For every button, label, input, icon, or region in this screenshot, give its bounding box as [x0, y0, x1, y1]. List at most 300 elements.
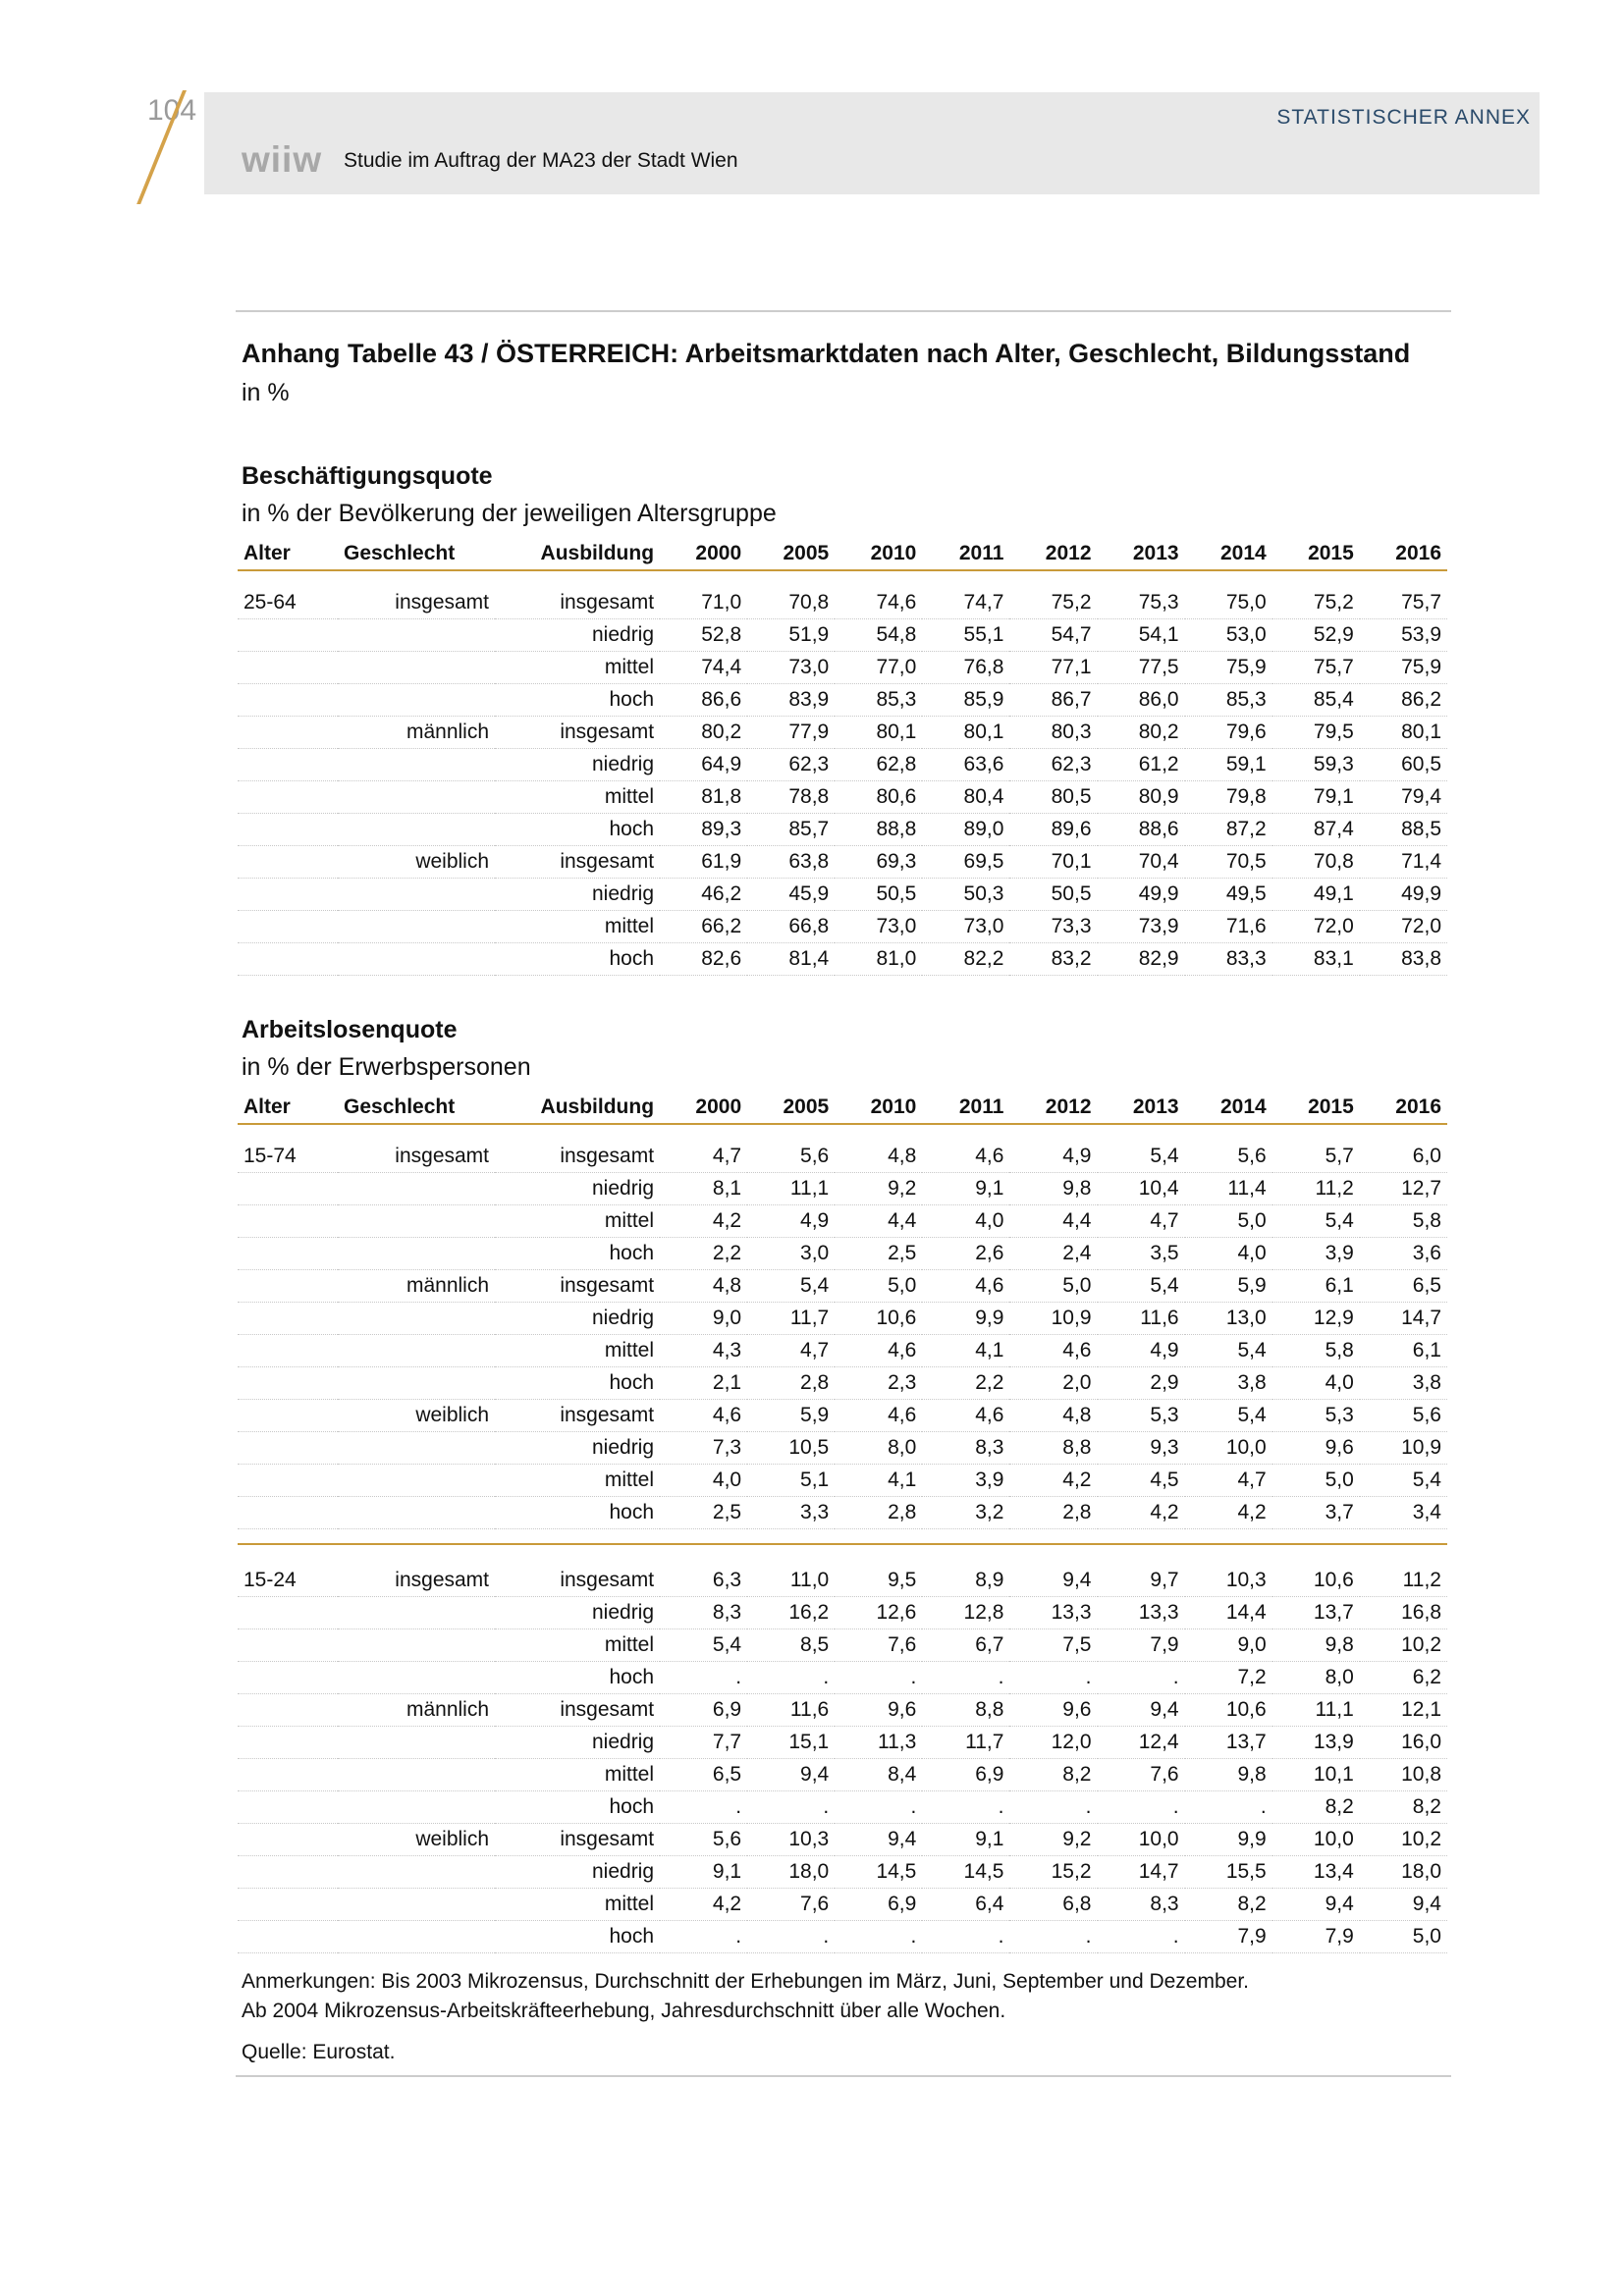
header-geschlecht: Geschlecht: [338, 1092, 495, 1124]
cell-value: 2,1: [660, 1367, 747, 1400]
cell-geschlecht: [338, 1238, 495, 1270]
cell-value: 50,5: [1009, 879, 1097, 911]
cell-value: 12,7: [1360, 1173, 1447, 1205]
cell-geschlecht: [338, 1432, 495, 1465]
cell-alter: [238, 1367, 338, 1400]
cell-value: 8,2: [1185, 1889, 1272, 1921]
cell-value: 3,7: [1272, 1497, 1360, 1529]
cell-geschlecht: [338, 1856, 495, 1889]
cell-value: 4,0: [1272, 1367, 1360, 1400]
cell-geschlecht: [338, 781, 495, 814]
cell-value: 79,4: [1360, 781, 1447, 814]
cell-alter: [238, 911, 338, 943]
table-row: [238, 1824, 1447, 1856]
cell-value: 77,9: [747, 717, 835, 749]
cell-value: 61,2: [1098, 749, 1185, 781]
cell-value: 11,0: [747, 1565, 835, 1597]
cell-value: 13,3: [1098, 1597, 1185, 1629]
table-row: [238, 1173, 1447, 1205]
cell-value: 15,1: [747, 1727, 835, 1759]
cell-ausbildung: mittel: [495, 911, 660, 943]
cell-value: 4,5: [1098, 1465, 1185, 1497]
cell-value: 8,2: [1360, 1791, 1447, 1824]
cell-value: .: [1098, 1921, 1185, 1953]
cell-value: 64,9: [660, 749, 747, 781]
cell-value: 5,4: [1185, 1400, 1272, 1432]
section-subtitle: in % der Erwerbspersonen: [242, 1053, 531, 1081]
cell-value: 45,9: [747, 879, 835, 911]
header-geschlecht: Geschlecht: [338, 538, 495, 570]
cell-value: 7,9: [1272, 1921, 1360, 1953]
cell-value: 71,0: [660, 587, 747, 619]
cell-value: 73,0: [922, 911, 1009, 943]
cell-value: 8,0: [835, 1432, 922, 1465]
cell-value: .: [747, 1662, 835, 1694]
cell-value: 11,7: [747, 1303, 835, 1335]
cell-value: 5,6: [747, 1141, 835, 1173]
cell-geschlecht: männlich: [338, 717, 495, 749]
header-year: 2012: [1009, 1092, 1097, 1124]
cell-ausbildung: niedrig: [495, 1597, 660, 1629]
cell-value: 86,7: [1009, 684, 1097, 717]
cell-ausbildung: hoch: [495, 1367, 660, 1400]
cell-alter: [238, 1824, 338, 1856]
header-alter: Alter: [238, 538, 338, 570]
cell-alter: [238, 1629, 338, 1662]
cell-value: 7,9: [1185, 1921, 1272, 1953]
cell-geschlecht: [338, 1889, 495, 1921]
table-row: [238, 717, 1447, 749]
cell-value: 4,6: [922, 1270, 1009, 1303]
cell-value: 70,1: [1009, 846, 1097, 879]
cell-value: 9,6: [1272, 1432, 1360, 1465]
cell-value: 10,2: [1360, 1629, 1447, 1662]
cell-value: 80,3: [1009, 717, 1097, 749]
cell-geschlecht: [338, 619, 495, 652]
block-spacer: [238, 1544, 1447, 1565]
cell-value: 55,1: [922, 619, 1009, 652]
cell-geschlecht: [338, 1303, 495, 1335]
cell-value: 61,9: [660, 846, 747, 879]
cell-value: 88,6: [1098, 814, 1185, 846]
cell-value: .: [1098, 1791, 1185, 1824]
section-title: Beschäftigungsquote: [242, 462, 493, 490]
cell-alter: [238, 1400, 338, 1432]
cell-value: 4,9: [1009, 1141, 1097, 1173]
header-year: 2005: [747, 1092, 835, 1124]
cell-value: 60,5: [1360, 749, 1447, 781]
cell-ausbildung: insgesamt: [495, 717, 660, 749]
header-alter: Alter: [238, 1092, 338, 1124]
header-year: 2000: [660, 1092, 747, 1124]
cell-value: 11,3: [835, 1727, 922, 1759]
cell-value: 79,8: [1185, 781, 1272, 814]
table-row: [238, 781, 1447, 814]
cell-value: 4,0: [660, 1465, 747, 1497]
table-row: [238, 1921, 1447, 1953]
cell-ausbildung: mittel: [495, 1759, 660, 1791]
cell-value: 5,4: [747, 1270, 835, 1303]
cell-value: 5,4: [1272, 1205, 1360, 1238]
cell-value: 59,3: [1272, 749, 1360, 781]
cell-value: 5,4: [1360, 1465, 1447, 1497]
cell-value: 6,3: [660, 1565, 747, 1597]
cell-value: 54,8: [835, 619, 922, 652]
cell-ausbildung: hoch: [495, 684, 660, 717]
cell-value: 5,0: [1009, 1270, 1097, 1303]
cell-value: 14,5: [922, 1856, 1009, 1889]
page-number: 104: [147, 94, 197, 127]
cell-geschlecht: [338, 1497, 495, 1529]
cell-value: .: [1185, 1791, 1272, 1824]
cell-value: 80,2: [660, 717, 747, 749]
table-row: [238, 943, 1447, 976]
cell-value: 9,1: [660, 1856, 747, 1889]
cell-ausbildung: mittel: [495, 1889, 660, 1921]
cell-value: 3,6: [1360, 1238, 1447, 1270]
cell-value: 77,0: [835, 652, 922, 684]
cell-alter: [238, 1759, 338, 1791]
cell-alter: [238, 846, 338, 879]
table-header-row: [238, 538, 1447, 570]
header-year: 2013: [1098, 1092, 1185, 1124]
cell-value: 81,0: [835, 943, 922, 976]
table-row: [238, 1727, 1447, 1759]
table-row: [238, 1791, 1447, 1824]
cell-value: 6,8: [1009, 1889, 1097, 1921]
cell-alter: [238, 1205, 338, 1238]
table-row: [238, 1303, 1447, 1335]
cell-geschlecht: [338, 1662, 495, 1694]
footnote-line-1: Anmerkungen: Bis 2003 Mikrozensus, Durchschnitt der Erhebungen im März, Juni, September und Dezember.: [242, 1970, 1250, 1993]
cell-ausbildung: insgesamt: [495, 1270, 660, 1303]
cell-value: 49,9: [1098, 879, 1185, 911]
cell-value: 9,7: [1098, 1565, 1185, 1597]
cell-ausbildung: niedrig: [495, 1727, 660, 1759]
cell-value: 12,6: [835, 1597, 922, 1629]
cell-value: 73,0: [747, 652, 835, 684]
cell-alter: [238, 1727, 338, 1759]
cell-alter: [238, 619, 338, 652]
cell-value: .: [660, 1791, 747, 1824]
cell-value: 7,6: [747, 1889, 835, 1921]
document-content: [236, 310, 1451, 2077]
cell-value: 3,9: [922, 1465, 1009, 1497]
cell-value: 5,4: [1098, 1270, 1185, 1303]
table-row: [238, 1238, 1447, 1270]
cell-value: 72,0: [1360, 911, 1447, 943]
cell-value: 49,9: [1360, 879, 1447, 911]
cell-value: 13,0: [1185, 1303, 1272, 1335]
cell-value: 9,9: [922, 1303, 1009, 1335]
table-row: [238, 879, 1447, 911]
cell-value: 75,2: [1009, 587, 1097, 619]
cell-value: 62,3: [747, 749, 835, 781]
cell-value: 4,2: [1009, 1465, 1097, 1497]
cell-alter: [238, 943, 338, 976]
cell-value: 89,3: [660, 814, 747, 846]
cell-value: 85,3: [835, 684, 922, 717]
table-row: [238, 814, 1447, 846]
cell-value: 16,8: [1360, 1597, 1447, 1629]
document-title: Anhang Tabelle 43 / ÖSTERREICH: Arbeitsmarktdaten nach Alter, Geschlecht, Bildungsstand: [242, 339, 1411, 368]
cell-value: 2,5: [660, 1497, 747, 1529]
cell-value: 7,5: [1009, 1629, 1097, 1662]
cell-value: 8,5: [747, 1629, 835, 1662]
cell-ausbildung: insgesamt: [495, 846, 660, 879]
table-row: [238, 1694, 1447, 1727]
cell-value: 3,5: [1098, 1238, 1185, 1270]
cell-value: 6,1: [1360, 1335, 1447, 1367]
section-label: STATISTISCHER ANNEX: [1276, 106, 1531, 129]
cell-geschlecht: [338, 1921, 495, 1953]
cell-value: 80,1: [922, 717, 1009, 749]
cell-value: 2,4: [1009, 1238, 1097, 1270]
table-row: [238, 911, 1447, 943]
cell-value: 80,1: [835, 717, 922, 749]
cell-value: .: [922, 1791, 1009, 1824]
cell-ausbildung: mittel: [495, 652, 660, 684]
cell-value: 6,5: [1360, 1270, 1447, 1303]
header-year: 2011: [922, 538, 1009, 570]
cell-value: 3,0: [747, 1238, 835, 1270]
cell-geschlecht: weiblich: [338, 1400, 495, 1432]
header-year: 2012: [1009, 538, 1097, 570]
cell-value: 10,9: [1009, 1303, 1097, 1335]
cell-value: .: [922, 1662, 1009, 1694]
cell-value: 7,6: [1098, 1759, 1185, 1791]
cell-value: 9,4: [1098, 1694, 1185, 1727]
cell-value: 2,0: [1009, 1367, 1097, 1400]
cell-value: 11,2: [1272, 1173, 1360, 1205]
cell-value: 77,5: [1098, 652, 1185, 684]
cell-value: 10,0: [1272, 1824, 1360, 1856]
cell-geschlecht: insgesamt: [338, 1141, 495, 1173]
cell-value: 9,8: [1185, 1759, 1272, 1791]
cell-value: 12,4: [1098, 1727, 1185, 1759]
cell-ausbildung: mittel: [495, 1205, 660, 1238]
cell-value: 52,9: [1272, 619, 1360, 652]
cell-value: 62,3: [1009, 749, 1097, 781]
cell-value: 10,8: [1360, 1759, 1447, 1791]
footnote: [242, 1967, 1451, 2026]
cell-value: 7,2: [1185, 1662, 1272, 1694]
cell-value: 11,1: [1272, 1694, 1360, 1727]
cell-value: 5,7: [1272, 1141, 1360, 1173]
cell-value: 5,9: [1185, 1270, 1272, 1303]
cell-alter: [238, 749, 338, 781]
cell-alter: [238, 1432, 338, 1465]
cell-value: 85,3: [1185, 684, 1272, 717]
cell-value: 10,2: [1360, 1824, 1447, 1856]
cell-value: 4,7: [660, 1141, 747, 1173]
cell-value: 8,3: [1098, 1889, 1185, 1921]
cell-value: 5,6: [1185, 1141, 1272, 1173]
cell-value: .: [922, 1921, 1009, 1953]
table-row: [238, 1629, 1447, 1662]
cell-value: 10,0: [1185, 1432, 1272, 1465]
cell-value: 11,6: [1098, 1303, 1185, 1335]
cell-geschlecht: weiblich: [338, 1824, 495, 1856]
cell-value: 5,3: [1272, 1400, 1360, 1432]
cell-geschlecht: [338, 911, 495, 943]
cell-value: 77,1: [1009, 652, 1097, 684]
cell-value: 73,0: [835, 911, 922, 943]
table-row: [238, 1335, 1447, 1367]
cell-ausbildung: niedrig: [495, 1856, 660, 1889]
header-subtitle: Studie im Auftrag der MA23 der Stadt Wien: [344, 149, 738, 172]
cell-value: 86,2: [1360, 684, 1447, 717]
cell-value: 70,8: [1272, 846, 1360, 879]
cell-value: 2,3: [835, 1367, 922, 1400]
header-year: 2000: [660, 538, 747, 570]
cell-value: 10,5: [747, 1432, 835, 1465]
cell-alter: [238, 684, 338, 717]
table-row: [238, 846, 1447, 879]
cell-value: 4,8: [660, 1270, 747, 1303]
cell-ausbildung: mittel: [495, 1335, 660, 1367]
cell-value: 86,6: [660, 684, 747, 717]
cell-value: 80,4: [922, 781, 1009, 814]
cell-value: 4,8: [835, 1141, 922, 1173]
cell-value: 3,8: [1185, 1367, 1272, 1400]
cell-value: 62,8: [835, 749, 922, 781]
cell-ausbildung: mittel: [495, 1465, 660, 1497]
cell-value: 2,8: [747, 1367, 835, 1400]
cell-value: 82,6: [660, 943, 747, 976]
cell-value: 4,6: [922, 1141, 1009, 1173]
cell-value: 15,5: [1185, 1856, 1272, 1889]
cell-value: 10,6: [1272, 1565, 1360, 1597]
table-row: [238, 1141, 1447, 1173]
cell-value: 86,0: [1098, 684, 1185, 717]
cell-value: 71,6: [1185, 911, 1272, 943]
cell-value: 9,5: [835, 1565, 922, 1597]
cell-geschlecht: [338, 1629, 495, 1662]
cell-value: 5,8: [1360, 1205, 1447, 1238]
cell-ausbildung: hoch: [495, 1662, 660, 1694]
document-unit: in %: [242, 379, 290, 406]
cell-value: 14,7: [1360, 1303, 1447, 1335]
cell-value: 18,0: [747, 1856, 835, 1889]
cell-ausbildung: insgesamt: [495, 1824, 660, 1856]
cell-alter: [238, 1597, 338, 1629]
cell-value: 83,1: [1272, 943, 1360, 976]
cell-value: 16,0: [1360, 1727, 1447, 1759]
cell-alter: 25-64: [238, 587, 338, 619]
cell-value: 2,8: [835, 1497, 922, 1529]
cell-alter: [238, 1856, 338, 1889]
cell-value: 3,3: [747, 1497, 835, 1529]
cell-value: 88,8: [835, 814, 922, 846]
cell-value: .: [1009, 1791, 1097, 1824]
cell-value: 66,2: [660, 911, 747, 943]
cell-geschlecht: [338, 749, 495, 781]
cell-value: 5,4: [660, 1629, 747, 1662]
cell-value: 2,2: [922, 1367, 1009, 1400]
cell-value: 4,2: [660, 1205, 747, 1238]
header-year: 2010: [835, 1092, 922, 1124]
header-year: 2014: [1185, 1092, 1272, 1124]
cell-value: 9,6: [1009, 1694, 1097, 1727]
cell-value: 9,9: [1185, 1824, 1272, 1856]
cell-value: 9,4: [1009, 1565, 1097, 1597]
cell-value: 85,4: [1272, 684, 1360, 717]
cell-value: 9,1: [922, 1824, 1009, 1856]
cell-geschlecht: [338, 814, 495, 846]
header-year: 2016: [1360, 1092, 1447, 1124]
cell-value: 6,7: [922, 1629, 1009, 1662]
bottom-rule: [236, 2075, 1451, 2077]
cell-value: 18,0: [1360, 1856, 1447, 1889]
wiiw-logo: wiiw: [242, 139, 323, 180]
cell-value: 4,0: [1185, 1238, 1272, 1270]
cell-alter: [238, 1662, 338, 1694]
cell-value: 89,0: [922, 814, 1009, 846]
cell-value: 10,3: [747, 1824, 835, 1856]
table-row: [238, 1270, 1447, 1303]
cell-value: 4,2: [1098, 1497, 1185, 1529]
cell-value: 75,7: [1360, 587, 1447, 619]
cell-value: 82,9: [1098, 943, 1185, 976]
table-row: [238, 1205, 1447, 1238]
cell-value: 4,7: [1098, 1205, 1185, 1238]
header-year: 2015: [1272, 538, 1360, 570]
cell-geschlecht: männlich: [338, 1694, 495, 1727]
cell-value: 79,5: [1272, 717, 1360, 749]
cell-value: 75,7: [1272, 652, 1360, 684]
cell-value: 4,7: [1185, 1465, 1272, 1497]
cell-value: 5,0: [1272, 1465, 1360, 1497]
cell-value: 54,1: [1098, 619, 1185, 652]
cell-value: 6,9: [835, 1889, 922, 1921]
cell-value: 8,1: [660, 1173, 747, 1205]
cell-value: 12,1: [1360, 1694, 1447, 1727]
cell-value: 4,4: [835, 1205, 922, 1238]
top-rule: [236, 310, 1451, 312]
cell-value: 76,8: [922, 652, 1009, 684]
cell-value: 7,9: [1098, 1629, 1185, 1662]
cell-ausbildung: mittel: [495, 781, 660, 814]
cell-value: 79,1: [1272, 781, 1360, 814]
cell-value: 6,2: [1360, 1662, 1447, 1694]
cell-value: 14,7: [1098, 1856, 1185, 1889]
table-row: [238, 1662, 1447, 1694]
cell-value: 9,6: [835, 1694, 922, 1727]
cell-value: 63,8: [747, 846, 835, 879]
cell-value: 6,0: [1360, 1141, 1447, 1173]
sections: [236, 457, 1451, 1953]
cell-geschlecht: [338, 1597, 495, 1629]
table-row: [238, 619, 1447, 652]
header-year: 2016: [1360, 538, 1447, 570]
cell-value: 2,8: [1009, 1497, 1097, 1529]
cell-alter: 15-74: [238, 1141, 338, 1173]
cell-value: 3,4: [1360, 1497, 1447, 1529]
cell-value: 73,3: [1009, 911, 1097, 943]
cell-value: .: [1098, 1662, 1185, 1694]
cell-value: 72,0: [1272, 911, 1360, 943]
cell-value: 59,1: [1185, 749, 1272, 781]
table-row: [238, 587, 1447, 619]
cell-ausbildung: niedrig: [495, 1432, 660, 1465]
cell-value: 87,4: [1272, 814, 1360, 846]
cell-value: 49,5: [1185, 879, 1272, 911]
cell-value: 87,2: [1185, 814, 1272, 846]
cell-value: 9,8: [1009, 1173, 1097, 1205]
cell-value: 3,8: [1360, 1367, 1447, 1400]
cell-value: 6,9: [922, 1759, 1009, 1791]
